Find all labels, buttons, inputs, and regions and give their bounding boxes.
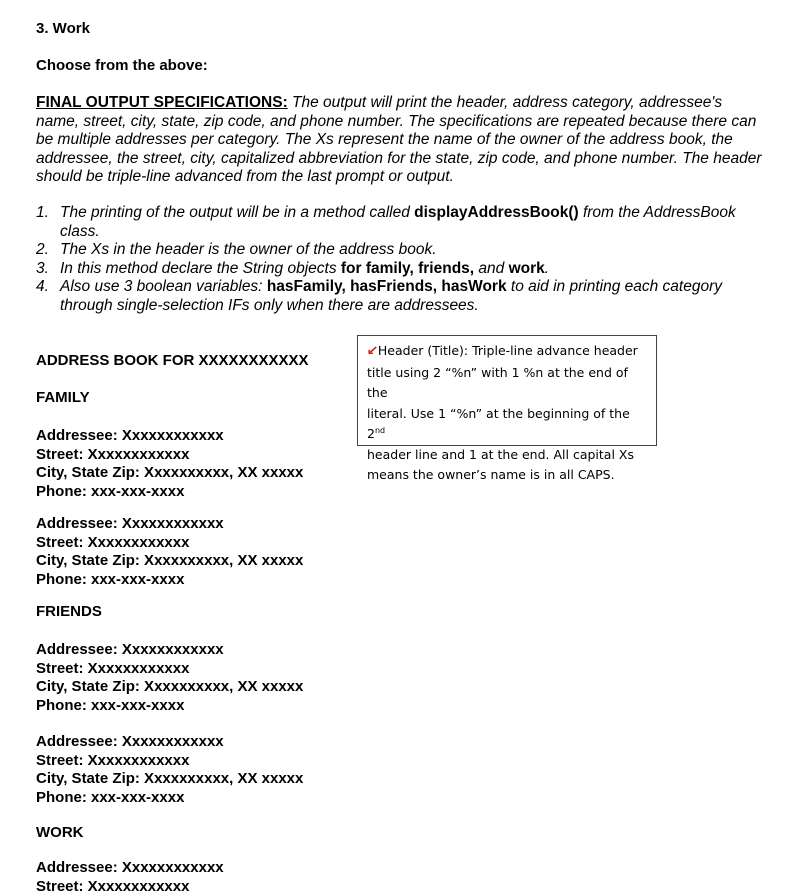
phone-line: Phone: xxx-xxx-xxxx xyxy=(36,697,303,716)
item-number: 3. xyxy=(36,260,49,279)
address-entry xyxy=(36,733,303,807)
red-arrow-icon: ↙ xyxy=(366,342,378,363)
street-line: Street: Xxxxxxxxxxxx xyxy=(36,660,303,679)
category-family: FAMILY xyxy=(36,389,90,408)
phone-line: Phone: xxx-xxx-xxxx xyxy=(36,571,303,590)
address-entry xyxy=(36,641,303,715)
address-entry xyxy=(36,859,224,896)
category-friends: FRIENDS xyxy=(36,603,102,622)
address-entry xyxy=(36,515,303,589)
street-line: Street: Xxxxxxxxxxxx xyxy=(36,534,303,553)
list-item: 3. In this method declare the String objects for family, friends, and work. xyxy=(36,260,761,279)
requirements-list xyxy=(36,204,761,315)
callout-line: ↙Header (Title): Triple-line advance header xyxy=(367,341,648,363)
address-book-header: ADDRESS BOOK FOR XXXXXXXXXXX xyxy=(36,352,309,371)
callout-line: literal. Use 1 “%n” at the beginning of the 2nd xyxy=(367,404,648,445)
section-heading: 3. Work xyxy=(36,20,90,37)
callout-line: header line and 1 at the end. All capital Xs xyxy=(367,445,648,466)
list-item: 4. Also use 3 boolean variables: hasFamily, hasFriends, hasWork to aid in printing each category through single-selection IFs only when there are addressees. xyxy=(36,278,761,315)
city-state-zip-line: City, State Zip: Xxxxxxxxxx, XX xxxxx xyxy=(36,770,303,789)
boolean-variables: hasFamily, hasFriends, hasWork xyxy=(267,278,507,295)
city-state-zip-line: City, State Zip: Xxxxxxxxxx, XX xxxxx xyxy=(36,678,303,697)
item-number: 2. xyxy=(36,241,49,260)
final-output-specifications xyxy=(36,94,766,187)
item-number: 4. xyxy=(36,278,49,297)
addressee-line: Addressee: Xxxxxxxxxxxx xyxy=(36,733,303,752)
phone-line: Phone: xxx-xxx-xxxx xyxy=(36,483,303,502)
method-name: displayAddressBook() xyxy=(414,204,579,221)
list-item: 1. The printing of the output will be in a method called displayAddressBook() from the AddressBook class. xyxy=(36,204,761,241)
list-item: 2. The Xs in the header is the owner of the address book. xyxy=(36,241,761,260)
street-line: Street: Xxxxxxxxxxxx xyxy=(36,446,303,465)
addressee-line: Addressee: Xxxxxxxxxxxx xyxy=(36,641,303,660)
city-state-zip-line: City, State Zip: Xxxxxxxxxx, XX xxxxx xyxy=(36,464,303,483)
item-number: 1. xyxy=(36,204,49,223)
choose-label: Choose from the above: xyxy=(36,57,208,74)
addressee-line: Addressee: Xxxxxxxxxxxx xyxy=(36,427,303,446)
spec-heading: FINAL OUTPUT SPECIFICATIONS: xyxy=(36,94,288,111)
street-line: Street: Xxxxxxxxxxxx xyxy=(36,878,224,896)
callout-line: means the owner’s name is in all CAPS. xyxy=(367,465,648,486)
spec-body: The output will print the header, address category, addressee's name, street, city, state, zip code, and phone number. The specifications are repeated because there can be multiple addresses per category. The Xs represent the name of the owner of the address book, the addressee, the street, city, capitalized abbreviation for the state, zip code, and phone number. The header should be triple-line advanced from the last prompt or output. xyxy=(36,94,762,185)
phone-line: Phone: xxx-xxx-xxxx xyxy=(36,789,303,808)
street-line: Street: Xxxxxxxxxxxx xyxy=(36,752,303,771)
addressee-line: Addressee: Xxxxxxxxxxxx xyxy=(36,515,303,534)
header-comment-callout xyxy=(357,335,657,446)
address-entry xyxy=(36,427,303,501)
city-state-zip-line: City, State Zip: Xxxxxxxxxx, XX xxxxx xyxy=(36,552,303,571)
category-work: WORK xyxy=(36,824,84,843)
addressee-line: Addressee: Xxxxxxxxxxxx xyxy=(36,859,224,878)
callout-line: title using 2 “%n” with 1 %n at the end of the xyxy=(367,363,648,404)
